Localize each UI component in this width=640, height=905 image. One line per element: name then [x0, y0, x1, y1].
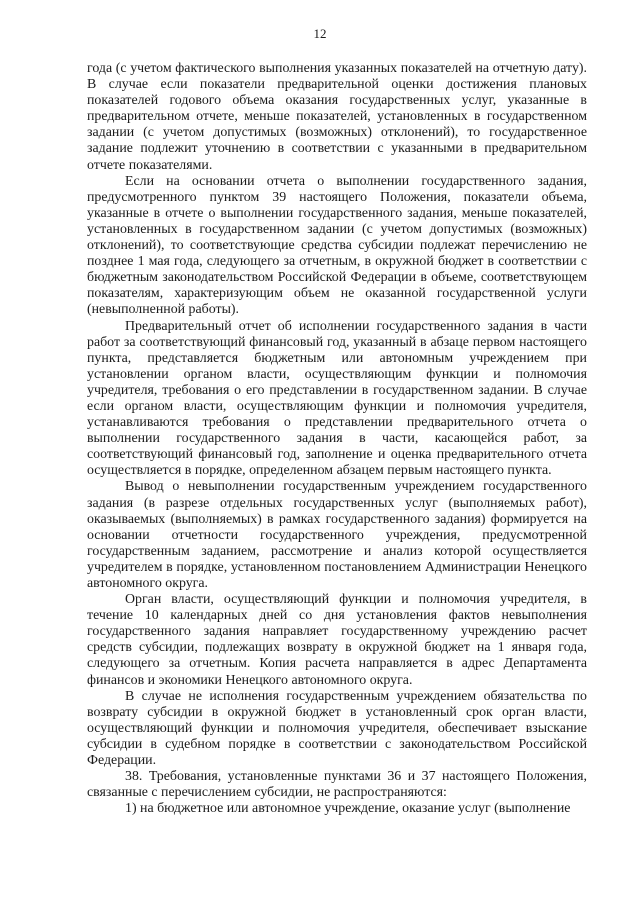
- paragraph-continuation: года (с учетом фактического выполнения указанных показателей на отчетную дату). В случае если показатели предварительной оценки достижения плановых показателей годового объема оказания государственных услуг, указанные в предварительном отчете, меньше показателей, установленных в государственном задании (с учетом допустимых (возможных) отклонений), то государственное задание подлежит уточнению в соответствии с указанными в предварительном отчете показателями.: [87, 61, 587, 173]
- paragraph-report-volume: Если на основании отчета о выполнении государственного задания, предусмотренного пунктом 39 настоящего Положения, показатели объема, указанные в отчете о выполнении государственного задания, меньше показателей, установленных в государственном задании (с учетом допустимых (возможных) отклонений), то соответствующие средства субсидии подлежат перечислению не позднее 1 мая года, следующего за отчетным, в окружной бюджет в соответствии с бюджетным законодательством Российской Федерации в объеме, соответствующем показателям, характеризующим объем не оказанной государственной услуги (невыполненной работы).: [87, 173, 587, 318]
- page-number: 12: [313, 26, 327, 41]
- paragraph-item-38-1: 1) на бюджетное или автономное учреждение, оказание услуг (выполнение: [125, 801, 571, 817]
- paragraph-preliminary-report: Предварительный отчет об исполнении государственного задания в части работ за соответствующий финансовый год, указанный в абзаце первом настоящего пункта, представляется бюджетным или автономным учреждением при установлении органом власти, осуществляющим функции и полномочия учредителя, требования о его представлении в государственном задании. В случае если органом власти, осуществляющим функции и полномочия учредителя, устанавливаются требования о представлении предварительного отчета о выполнении государственного задания в части, касающейся работ, за соответствующий финансовый год, заполнение и оценка предварительного отчета осуществляется в порядке, определенном абзацем первым настоящего пункта.: [87, 318, 587, 479]
- paragraph-refund-calculation: Орган власти, осуществляющий функции и полномочия учредителя, в течение 10 календарных дней со дня установления фактов невыполнения государственного задания направляет государственному учреждению расчет средств субсидии, подлежащих возврату в окружной бюджет на 1 января года, следующего за отчетным. Копия расчета направляется в адрес Департамента финансов и экономики Ненецкого автономного округа.: [87, 592, 587, 688]
- paragraph-judicial-recovery: В случае не исполнения государственным учреждением обязательства по возврату субсидии в окружной бюджет в установленный срок орган власти, осуществляющий функции и полномочия учредителя, обеспечивает взыскание субсидии в судебном порядке в соответствии с законодательством Российской Федерации.: [87, 688, 587, 769]
- document-body: [87, 61, 587, 817]
- paragraph-item-38: 38. Требования, установленные пунктами 36 и 37 настоящего Положения, связанные с перечислением субсидии, не распространяются:: [87, 769, 587, 801]
- paragraph-non-fulfillment-conclusion: Вывод о невыполнении государственным учреждением государственного задания (в разрезе отдельных государственных услуг (выполняемых работ), оказываемых (выполняемых) в рамках государственного задания) формируется на основании отчетности государственного учреждения, предусмотренной государственным заданием, рассмотрение и анализ которой осуществляется учредителем в порядке, установленном постановлением Администрации Ненецкого автономного округа.: [87, 479, 587, 591]
